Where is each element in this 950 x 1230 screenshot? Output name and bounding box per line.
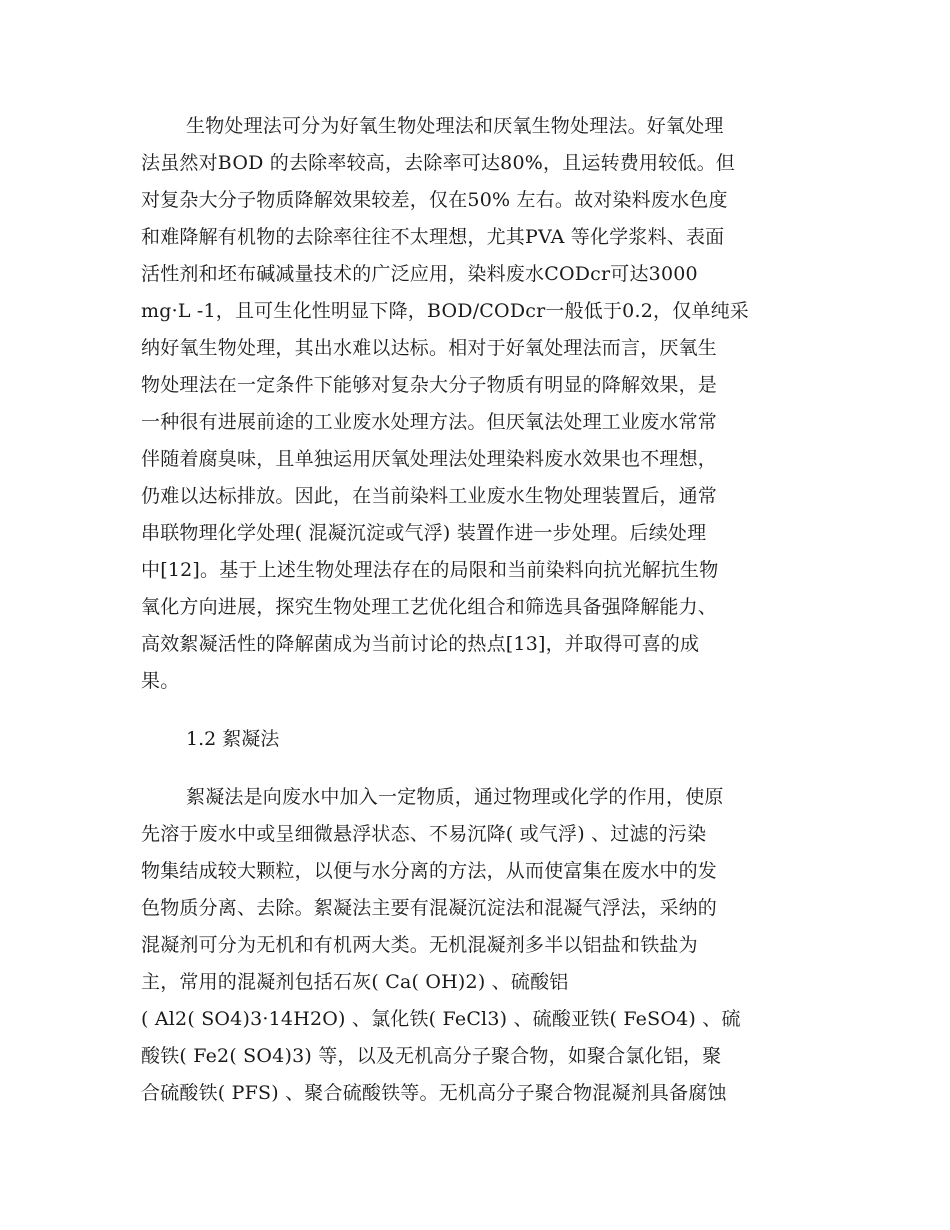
text-line: mg·L -1，且可生化性明显下降，BOD/CODcr一般低于0.2，仅单纯采 [141,300,749,322]
text-line: 物处理法在一定条件下能够对复杂大分子物质有明显的降解效果，是 [141,374,718,396]
text-line: 果。 [141,670,180,692]
text-line: 混凝剂可分为无机和有机两大类。无机混凝剂多半以铝盐和铁盐为 [141,934,698,956]
text-line: 纳好氧生物处理，其出水难以达标。相对于好氧处理法而言，厌氧生 [141,337,718,359]
text-line: 对复杂大分子物质降解效果较差，仅在50% 左右。故对染料废水色度 [141,189,728,211]
text-line: 生物处理法可分为好氧生物处理法和厌氧生物处理法。好氧处理 [186,115,724,137]
text-line: 高效絮凝活性的降解菌成为当前讨论的热点[13]，并取得可喜的成 [141,633,700,655]
section-heading: 1.2 絮凝法 [186,728,280,750]
text-line: 仍难以达标排放。因此，在当前染料工业废水生物处理装置后，通常 [141,485,718,507]
paragraph-flocculation [141,779,811,1112]
text-line: 伴随着腐臭味，且单独运用厌氧处理法处理染料废水效果也不理想， [141,448,718,470]
paragraph-biological-treatment [141,108,811,700]
text-line: 先溶于废水中或呈细微悬浮状态、不易沉降( 或气浮) 、过滤的污染 [141,823,707,845]
text-line: 串联物理化学处理( 混凝沉淀或气浮) 装置作进一步处理。后续处理 [141,522,707,544]
text-line: 活性剂和坯布碱减量技术的广泛应用，染料废水CODcr可达3000 [141,263,698,285]
text-line: ( Al2( SO4)3·14H2O) 、氯化铁( FeCl3) 、硫酸亚铁( FeSO4) 、硫 [141,1008,741,1030]
paragraph-spacer [141,700,811,721]
text-line: 酸铁( Fe2( SO4)3) 等，以及无机高分子聚合物，如聚合氯化铝，聚 [141,1045,722,1067]
document-page [141,108,811,1112]
text-line: 中[12]。基于上述生物处理法存在的局限和当前染料向抗光解抗生物 [141,559,719,581]
text-line: 法虽然对BOD 的去除率较高，去除率可达80%，且运转费用较低。但 [141,152,735,174]
text-line: 氧化方向进展，探究生物处理工艺优化组合和筛选具备强降解能力、 [141,596,718,618]
heading-spacer [141,758,811,779]
text-line: 絮凝法是向废水中加入一定物质，通过物理或化学的作用，使原 [186,786,724,808]
text-line: 主，常用的混凝剂包括石灰( Ca( OH)2) 、硫酸铝 [141,971,569,993]
text-line: 一种很有进展前途的工业废水处理方法。但厌氧法处理工业废水常常 [141,411,718,433]
text-line: 色物质分离、去除。絮凝法主要有混凝沉淀法和混凝气浮法，采纳的 [141,897,718,919]
text-line: 和难降解有机物的去除率往往不太理想，尤其PVA 等化学浆料、表面 [141,226,725,248]
text-line: 物集结成较大颗粒，以便与水分离的方法，从而使富集在废水中的发 [141,860,718,882]
text-line: 合硫酸铁( PFS) 、聚合硫酸铁等。无机高分子聚合物混凝剂具备腐蚀 [141,1082,727,1104]
